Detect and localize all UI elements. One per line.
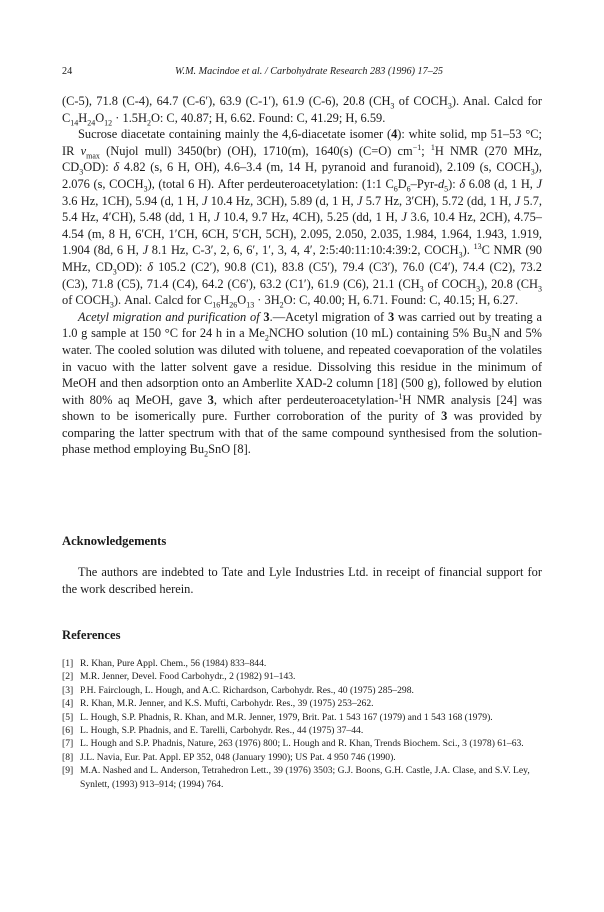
- reference-number: [2]: [62, 671, 74, 683]
- reference-text: R. Khan, M.R. Jenner, and K.S. Mufti, Carbohydr. Res., 39 (1975) 253–262.: [80, 698, 374, 710]
- reference-number: [3]: [62, 684, 74, 696]
- reference-text: M.R. Jenner, Devel. Food Carbohydr., 2 (1982) 91–143.: [80, 671, 296, 683]
- reference-text: L. Hough, S.P. Phadnis, R. Khan, and M.R. Jenner, 1979, Brit. Pat. 1 543 167 (1979) and 1 543 168 (1979).: [80, 711, 493, 723]
- acknowledgements-heading: Acknowledgements: [62, 534, 167, 548]
- running-title: W.M. Macindoe et al. / Carbohydrate Research 283 (1996) 17–25: [174, 66, 444, 77]
- reference-item: [62, 724, 542, 737]
- reference-item: [62, 737, 542, 750]
- paragraph-acetyl-migration: Acetyl migration and purification of 3.—Acetyl migration of 3 was carried out by treating a 1.0 g sample at 150 °C for 24 h in a $Me_2NCHO$ solution (10 mL) containing 5% $Bu_3N$ and 5% water. The cooled solution was diluted with toluene, and repeated coevaporation of the volatiles in vacuo with the latter solvent gave a residue. Dissolving this residue in the minimum of MeOH and then adsorption onto an Amberlite XAD-2 column [18] (500 g), followed by elution with 80% aq MeOH, gave 3, which after perdeuteroacetylation-$^1$H NMR analysis [24] was shown to be isomerically pure. Further corroboration of the purity of 3 was provided by comparing the latter spectrum with that of the same compound synthesised from the solution-phase method employing $Bu_2SnO$ [8].: [62, 309, 543, 459]
- running-head: [62, 66, 556, 82]
- reference-number: [7]: [62, 738, 74, 750]
- reference-text: L. Hough, S.P. Phadnis, and E. Tarelli, Carbohydr. Res., 44 (1975) 37–44.: [80, 725, 364, 737]
- reference-item: [62, 697, 542, 710]
- reference-item: [62, 711, 542, 724]
- reference-item: [62, 657, 542, 670]
- reference-number: [6]: [62, 725, 74, 737]
- reference-item: [62, 751, 542, 764]
- references-heading: References: [62, 628, 121, 642]
- reference-text: R. Khan, Pure Appl. Chem., 56 (1984) 833–844.: [80, 658, 267, 669]
- body-text: [62, 93, 542, 458]
- reference-number: [9]: [62, 765, 74, 777]
- reference-text: J.L. Navia, Eur. Pat. Appl. EP 352, 048 (January 1990); US Pat. 4 950 746 (1990).: [80, 751, 396, 763]
- page-number: 24: [62, 66, 73, 77]
- reference-item: [62, 684, 542, 697]
- reference-number: [5]: [62, 711, 74, 723]
- reference-text: L. Hough and S.P. Phadnis, Nature, 263 (1976) 800; L. Hough and R. Khan, Trends Biochem. Sci., 3 (1978) 61–63.: [80, 738, 524, 750]
- acknowledgements-text: The authors are indebted to Tate and Lyle Industries Ltd. in receipt of financial support for the work described herein.: [62, 565, 542, 596]
- reference-item: [62, 764, 542, 791]
- paragraph-sucrose-diacetate: Sucrose diacetate containing mainly the 4,6-diacetate isomer (4): white solid, mp 51–53 °C; IR $\nu_{max}$ (Nujol mull) 3450(br) (OH), 1710(m), 1640(s) (C=O) $cm^{-1}$; $^1$H NMR (270 MHz, $CD_3OD$): δ 4.82 (s, 6 H, OH), 4.6–3.4 (m, 14 H, pyranoid and furanoid), 2.109 (s, $COCH_3$), 2.076 (s, $COCH_3$), (total 6 H). After perdeuteroacetylation: (1:1 $C_6D_6-Pyr-d_5$): δ 6.08 (d, 1 H, J 3.6 Hz, 1CH), 5.94 (d, 1 H, J 10.4 Hz, 3CH), 5.89 (d, 1 H, J 5.7 Hz, 3′CH), 5.72 (dd, 1 H, J 5.7, 5.4 Hz, 4′CH), 5.48 (dd, 1 H, J 10.4, 9.7 Hz, 4CH), 5.25 (dd, 1 H, J 3.6, 10.4 Hz, 2CH), 4.75–4.54 (m, 8 H, 6′CH, 1′CH, 6CH, 5′CH, 5CH), 2.095, 2.050, 2.035, 1.984, 1.964, 1.943, 1.919, 1.904 (8d, 6 H, J 8.1 Hz, C-3′, 2, 6, 6′, 1′, 3, 4, 4′, 2:5:40:11:10:4:39:2, $COCH_3$). $^{13}$C NMR (90 MHz, $CD_3OD$): δ 105.2 (C2′), 90.8 (C1), 83.8 (C5′), 79.4 (C3′), 76.0 (C4′), 74.4 (C2), 73.2 (C3), 71.8 (C5), 71.4 (C4), 64.2 (C6′), 63.2 (C1′), 61.9 (C6), 21.1 ($CH_3$ of $COCH_3$), 20.8 ($CH_3$ of $COCH_3$). Anal. Calcd for $C_{16}H_{26}O_{13} \cdot 3H_2O$: C, 40.00; H, 6.71. Found: C, 40.15; H, 6.27.: [62, 127, 543, 310]
- reference-text: P.H. Fairclough, L. Hough, and A.C. Richardson, Carbohydr. Res., 40 (1975) 285–298.: [80, 684, 414, 696]
- reference-item: [62, 670, 542, 683]
- reference-number: [8]: [62, 751, 74, 763]
- reference-number: [4]: [62, 698, 74, 710]
- paragraph-continuation: (C-5), 71.8 (C-4), 64.7 (C-6′), 63.9 (C-1′), 61.9 (C-6), 20.8 ($CH_3$ of $COCH_3$). Anal. Calcd for $C_{14}H_{24}O_{12} \cdot 1.5H_2O$: C, 40.87; H, 6.62. Found: C, 41.29; H, 6.59.: [62, 94, 542, 128]
- reference-number: [1]: [62, 658, 74, 669]
- reference-text: M.A. Nashed and L. Anderson, Tetrahedron Lett., 39 (1976) 3503; G.J. Boons, G.H. Castle, J.A. Clase, and S.V. Ley, Synlett, (1993) 913–914; (1994) 764.: [80, 765, 530, 790]
- reference-list: [62, 657, 542, 791]
